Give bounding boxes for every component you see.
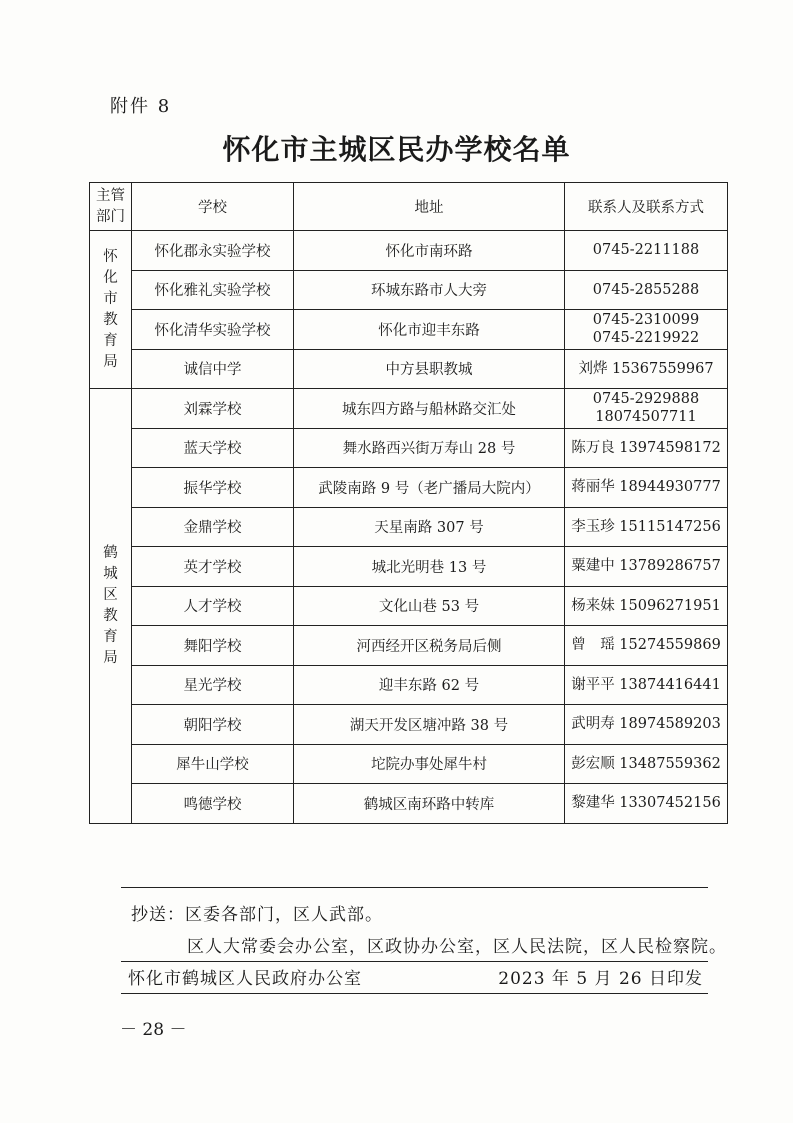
- school-cell: 鸣德学校: [132, 784, 294, 824]
- school-cell: 怀化雅礼实验学校: [132, 270, 294, 310]
- contact-cell: [565, 586, 728, 626]
- table-row: [90, 389, 728, 429]
- address-cell: 舞水路西兴街万寿山 28 号: [294, 428, 565, 468]
- contact-line: 武明寿 18974589203: [571, 716, 721, 733]
- header-contact: 联系人及联系方式: [565, 183, 728, 231]
- table-row: [90, 744, 728, 784]
- header-school: 学校: [132, 183, 294, 231]
- address-cell: 环城东路市人大旁: [294, 270, 565, 310]
- contact-cell: [565, 389, 728, 429]
- school-cell: 刘霖学校: [132, 389, 294, 429]
- contact-cell: [565, 428, 728, 468]
- address-cell: 城北光明巷 13 号: [294, 547, 565, 587]
- schools-table: [89, 182, 728, 824]
- contact-cell: [565, 231, 728, 271]
- address-cell: 天星南路 307 号: [294, 507, 565, 547]
- address-cell: 中方县职教城: [294, 349, 565, 389]
- issuer: 怀化市鹤城区人民政府办公室: [128, 969, 362, 989]
- school-cell: 舞阳学校: [132, 626, 294, 666]
- cc-line-1: 抄送：区委各部门，区人武部。: [131, 905, 383, 925]
- divider-line: [121, 887, 708, 888]
- contact-cell: [565, 547, 728, 587]
- contact-line: 粟建中 13789286757: [571, 558, 721, 575]
- header-address: 地址: [294, 183, 565, 231]
- contact-cell: [565, 784, 728, 824]
- contact-line: 0745-2929888: [592, 391, 700, 408]
- table-row: [90, 784, 728, 824]
- table-row: [90, 547, 728, 587]
- divider-line: [121, 993, 708, 994]
- contact-cell: [565, 310, 728, 350]
- table-body: [90, 231, 728, 824]
- page-number: － 28 －: [120, 1020, 187, 1040]
- contact-line: 18074507711: [595, 409, 697, 426]
- contact-line: 彭宏顺 13487559362: [571, 755, 721, 772]
- contact-line: 刘烨 15367559967: [578, 360, 714, 377]
- school-cell: 人才学校: [132, 586, 294, 626]
- table-row: [90, 468, 728, 508]
- school-cell: 怀化郡永实验学校: [132, 231, 294, 271]
- address-cell: 怀化市迎丰东路: [294, 310, 565, 350]
- contact-line: 黎建华 13307452156: [571, 795, 721, 812]
- table-row: [90, 705, 728, 745]
- contact-line: 0745-2855288: [592, 281, 700, 298]
- divider-line: [121, 961, 708, 962]
- school-cell: 振华学校: [132, 468, 294, 508]
- contact-line: 谢平平 13874416441: [571, 676, 721, 693]
- school-cell: 金鼎学校: [132, 507, 294, 547]
- address-cell: 湖天开发区塘冲路 38 号: [294, 705, 565, 745]
- address-cell: 迎丰东路 62 号: [294, 665, 565, 705]
- address-cell: 河西经开区税务局后侧: [294, 626, 565, 666]
- school-cell: 蓝天学校: [132, 428, 294, 468]
- issue-date: 2023 年 5 月 26 日印发: [498, 969, 703, 989]
- address-cell: 鹤城区南环路中转库: [294, 784, 565, 824]
- contact-cell: [565, 665, 728, 705]
- address-cell: 怀化市南环路: [294, 231, 565, 271]
- table-row: [90, 507, 728, 547]
- table-row: [90, 665, 728, 705]
- table-row: [90, 349, 728, 389]
- contact-line: 陈万良 13974598172: [571, 439, 721, 456]
- table-row: [90, 231, 728, 271]
- school-cell: 怀化清华实验学校: [132, 310, 294, 350]
- contact-cell: [565, 705, 728, 745]
- contact-line: 0745-2211188: [592, 242, 700, 259]
- header-dept: 主管部门: [90, 183, 132, 231]
- cc-line-2: 区人大常委会办公室，区政协办公室，区人民法院，区人民检察院。: [187, 937, 727, 957]
- contact-line: 0745-2219922: [592, 330, 700, 347]
- school-cell: 星光学校: [132, 665, 294, 705]
- address-cell: 城东四方路与船林路交汇处: [294, 389, 565, 429]
- contact-cell: [565, 270, 728, 310]
- contact-cell: [565, 507, 728, 547]
- address-cell: 武陵南路 9 号（老广播局大院内）: [294, 468, 565, 508]
- table-row: [90, 428, 728, 468]
- contact-line: 杨来妹 15096271951: [571, 597, 721, 614]
- table-header-row: [90, 183, 728, 231]
- document-title: 怀化市主城区民办学校名单: [222, 133, 571, 166]
- contact-line: 李玉珍 15115147256: [571, 518, 721, 535]
- dept-cell: 怀化市教育局: [90, 231, 132, 389]
- school-cell: 诚信中学: [132, 349, 294, 389]
- table-row: [90, 270, 728, 310]
- contact-cell: [565, 468, 728, 508]
- contact-line: 蒋丽华 18944930777: [571, 479, 721, 496]
- table-row: [90, 626, 728, 666]
- contact-cell: [565, 744, 728, 784]
- contact-line: 曾 瑶 15274559869: [571, 637, 721, 654]
- attachment-label: 附件 8: [110, 96, 172, 117]
- address-cell: 文化山巷 53 号: [294, 586, 565, 626]
- contact-cell: [565, 349, 728, 389]
- table-row: [90, 586, 728, 626]
- contact-line: 0745-2310099: [592, 312, 700, 329]
- dept-cell: 鹤城区教育局: [90, 389, 132, 824]
- school-cell: 犀牛山学校: [132, 744, 294, 784]
- contact-cell: [565, 626, 728, 666]
- school-cell: 朝阳学校: [132, 705, 294, 745]
- address-cell: 坨院办事处犀牛村: [294, 744, 565, 784]
- school-cell: 英才学校: [132, 547, 294, 587]
- table-row: [90, 310, 728, 350]
